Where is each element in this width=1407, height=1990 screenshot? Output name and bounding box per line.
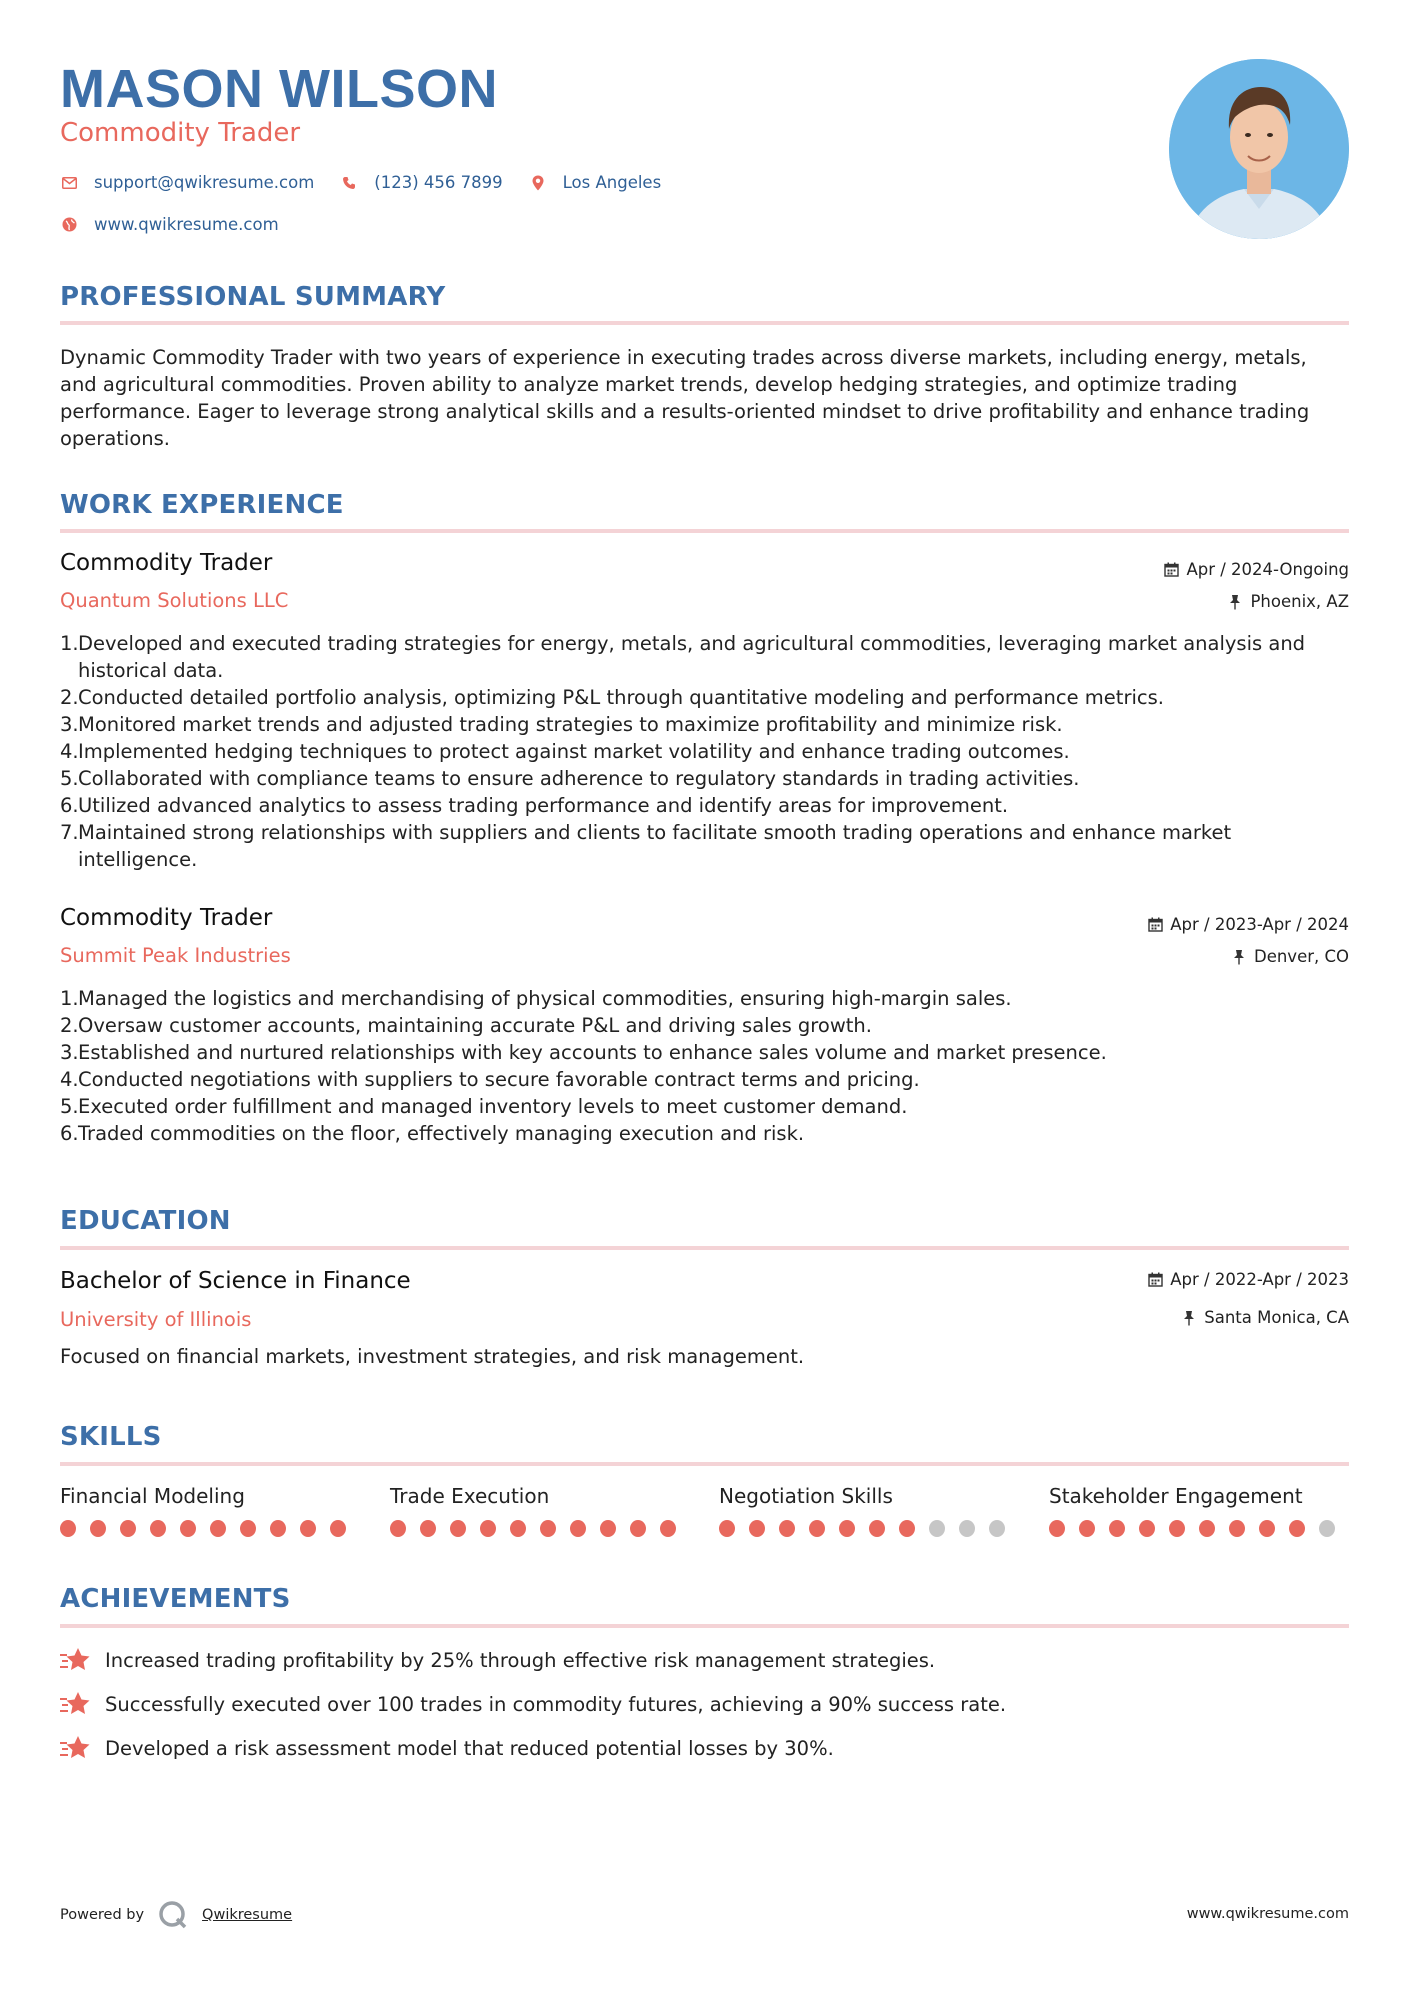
star-icon — [60, 1734, 92, 1762]
section-divider — [60, 529, 1349, 533]
email-text: support@qwikresume.com — [94, 173, 315, 192]
skill-dot-filled — [1229, 1520, 1245, 1537]
skill-dot-filled — [570, 1520, 586, 1537]
skill-dot-filled — [150, 1520, 166, 1537]
list-item: 4. Conducted negotiations with suppliers to secure favorable contract terms and pricing. — [60, 1068, 920, 1091]
pushpin-icon — [1227, 594, 1243, 610]
achievement-item — [60, 1734, 834, 1762]
skill-name: Negotiation Skills — [719, 1484, 893, 1508]
footer-website[interactable]: www.qwikresume.com — [1186, 1906, 1349, 1922]
list-item: 3. Monitored market trends and adjusted trading strategies to maximize profitability and minimize risk. — [60, 713, 1063, 736]
qwikresume-link[interactable]: Qwikresume — [202, 1907, 293, 1923]
skill-dot-filled — [390, 1520, 406, 1537]
skill-dot-filled — [300, 1520, 316, 1537]
email-item[interactable] — [60, 173, 314, 192]
company-name: Quantum Solutions LLC — [60, 589, 289, 612]
qwikresume-logo-icon — [158, 1900, 188, 1930]
skill-rating — [1049, 1520, 1349, 1537]
skill-dot-empty — [929, 1520, 945, 1537]
skill-dot-filled — [1169, 1520, 1185, 1537]
job-dates — [1163, 560, 1349, 579]
skill-dot-filled — [1259, 1520, 1275, 1537]
skill-dot-filled — [450, 1520, 466, 1537]
skill-dot-filled — [330, 1520, 346, 1537]
skill-stakeholder-engagement — [1049, 1484, 1349, 1537]
list-item: 3. Established and nurtured relationships with key accounts to enhance sales volume and market presence. — [60, 1041, 1107, 1064]
skill-dot-filled — [839, 1520, 855, 1537]
achievement-text: Successfully executed over 100 trades in commodity futures, achieving a 90% success rate. — [105, 1692, 1007, 1716]
list-item: 5. Executed order fulfillment and managed inventory levels to meet customer demand. — [60, 1095, 908, 1118]
star-icon — [60, 1690, 92, 1718]
list-item: 5. Collaborated with compliance teams to ensure adherence to regulatory standards in trading activities. — [60, 767, 1080, 790]
summary-heading: PROFESSIONAL SUMMARY — [60, 282, 446, 312]
list-item: 6. Utilized advanced analytics to assess trading performance and identify areas for improvement. — [60, 794, 1009, 817]
skill-dot-filled — [660, 1520, 676, 1537]
skill-dot-filled — [809, 1520, 825, 1537]
candidate-title: Commodity Trader — [60, 118, 301, 148]
skill-rating — [60, 1520, 360, 1537]
education-description: Focused on financial markets, investment strategies, and risk management. — [60, 1345, 805, 1368]
education-dates-text: Apr / 2022-Apr / 2023 — [1170, 1270, 1349, 1289]
achievement-text: Increased trading profitability by 25% through effective risk management strategies. — [105, 1648, 936, 1672]
section-divider — [60, 1246, 1349, 1250]
map-pin-icon — [529, 174, 547, 192]
skill-dot-filled — [180, 1520, 196, 1537]
skill-dot-filled — [869, 1520, 885, 1537]
school-name: University of Illinois — [60, 1308, 252, 1331]
footer-powered-by — [60, 1900, 292, 1930]
section-divider — [60, 1624, 1349, 1628]
calendar-icon — [1147, 1272, 1163, 1288]
skills-heading: SKILLS — [60, 1422, 162, 1452]
achievements-heading: ACHIEVEMENTS — [60, 1584, 291, 1614]
list-item: 7. Maintained strong relationships with suppliers and clients to facilitate smooth trading operations and enhance market intelligence. — [60, 821, 1232, 871]
skill-dot-filled — [510, 1520, 526, 1537]
profile-photo — [1169, 59, 1349, 239]
list-item: 2. Oversaw customer accounts, maintaining accurate P&L and driving sales growth. — [60, 1014, 872, 1037]
skill-name: Trade Execution — [390, 1484, 550, 1508]
skill-dot-filled — [270, 1520, 286, 1537]
envelope-icon — [60, 174, 78, 192]
education-location — [1181, 1308, 1349, 1327]
job-location-text: Phoenix, AZ — [1250, 592, 1349, 611]
company-name: Summit Peak Industries — [60, 944, 291, 967]
section-divider — [60, 1462, 1349, 1466]
skill-dot-filled — [120, 1520, 136, 1537]
job-location-text: Denver, CO — [1253, 947, 1349, 966]
skill-dot-filled — [540, 1520, 556, 1537]
skill-name: Stakeholder Engagement — [1049, 1484, 1303, 1508]
skill-dot-filled — [600, 1520, 616, 1537]
list-item: 1. Managed the logistics and merchandising of physical commodities, ensuring high-margin sales. — [60, 987, 1012, 1010]
skill-dot-filled — [240, 1520, 256, 1537]
skill-dot-filled — [60, 1520, 76, 1537]
degree-title: Bachelor of Science in Finance — [60, 1268, 411, 1294]
skill-dot-filled — [899, 1520, 915, 1537]
calendar-icon — [1163, 562, 1179, 578]
achievement-item — [60, 1646, 935, 1674]
pushpin-icon — [1181, 1310, 1197, 1326]
star-icon — [60, 1646, 92, 1674]
phone-item[interactable] — [340, 173, 502, 192]
skill-dot-filled — [1139, 1520, 1155, 1537]
skill-dot-filled — [719, 1520, 735, 1537]
skill-dot-filled — [630, 1520, 646, 1537]
skill-dot-filled — [210, 1520, 226, 1537]
calendar-icon — [1147, 917, 1163, 933]
skill-dot-filled — [90, 1520, 106, 1537]
skill-dot-filled — [420, 1520, 436, 1537]
globe-icon — [60, 216, 78, 234]
experience-heading: WORK EXPERIENCE — [60, 490, 344, 520]
skill-dot-filled — [1049, 1520, 1065, 1537]
phone-text: (123) 456 7899 — [374, 173, 503, 192]
powered-by-label: Powered by — [60, 1907, 145, 1923]
job-location — [1231, 947, 1349, 966]
website-text: www.qwikresume.com — [94, 215, 279, 234]
education-heading: EDUCATION — [60, 1206, 231, 1236]
job-bullets — [60, 630, 1349, 873]
section-divider — [60, 321, 1349, 325]
candidate-name: MASON WILSON — [60, 59, 498, 119]
contact-row — [60, 173, 687, 192]
list-item: 1. Developed and executed trading strategies for energy, metals, and agricultural commodities, leveraging market analysis and historical data. — [60, 632, 1306, 682]
skill-dot-empty — [1319, 1520, 1335, 1537]
job-dates — [1147, 915, 1349, 934]
skill-rating — [390, 1520, 690, 1537]
skill-dot-filled — [749, 1520, 765, 1537]
skill-financial-modeling — [60, 1484, 360, 1537]
skill-dot-filled — [779, 1520, 795, 1537]
website-row — [60, 215, 305, 234]
skill-dot-filled — [480, 1520, 496, 1537]
job-dates-text: Apr / 2023-Apr / 2024 — [1170, 915, 1349, 934]
skill-dot-filled — [1109, 1520, 1125, 1537]
list-item: 4. Implemented hedging techniques to protect against market volatility and enhance trading outcomes. — [60, 740, 1070, 763]
skill-negotiation — [719, 1484, 1019, 1537]
list-item: 6. Traded commodities on the floor, effectively managing execution and risk. — [60, 1122, 805, 1145]
list-item: 2. Conducted detailed portfolio analysis, optimizing P&L through quantitative modeling and performance metrics. — [60, 686, 1164, 709]
website-item[interactable] — [60, 215, 279, 234]
location-item — [529, 173, 662, 192]
skill-rating — [719, 1520, 1019, 1537]
education-dates — [1147, 1270, 1349, 1289]
achievement-text: Developed a risk assessment model that reduced potential losses by 30%. — [105, 1736, 834, 1760]
skill-trade-execution — [390, 1484, 690, 1537]
summary-text: Dynamic Commodity Trader with two years of experience in executing trades across diverse markets, including energy, metals, and agricultural commodities. Proven ability to analyze market trends, develop hedging strategies, and optimize trading performance. Eager to leverage strong analytical skills and a results-oriented mindset to drive profitability and enhance trading operations. — [60, 346, 1310, 450]
job-title: Commodity Trader — [60, 550, 273, 576]
job-bullets — [60, 985, 1349, 1147]
skill-dot-empty — [989, 1520, 1005, 1537]
skill-dot-empty — [959, 1520, 975, 1537]
job-dates-text: Apr / 2024-Ongoing — [1186, 560, 1349, 579]
location-text: Los Angeles — [562, 173, 662, 192]
job-title: Commodity Trader — [60, 905, 273, 931]
education-location-text: Santa Monica, CA — [1204, 1308, 1349, 1327]
job-location — [1227, 592, 1349, 611]
skill-dot-filled — [1289, 1520, 1305, 1537]
skill-dot-filled — [1079, 1520, 1095, 1537]
phone-icon — [340, 174, 358, 192]
achievement-item — [60, 1690, 1006, 1718]
skill-name: Financial Modeling — [60, 1484, 245, 1508]
skill-dot-filled — [1199, 1520, 1215, 1537]
pushpin-icon — [1231, 949, 1247, 965]
